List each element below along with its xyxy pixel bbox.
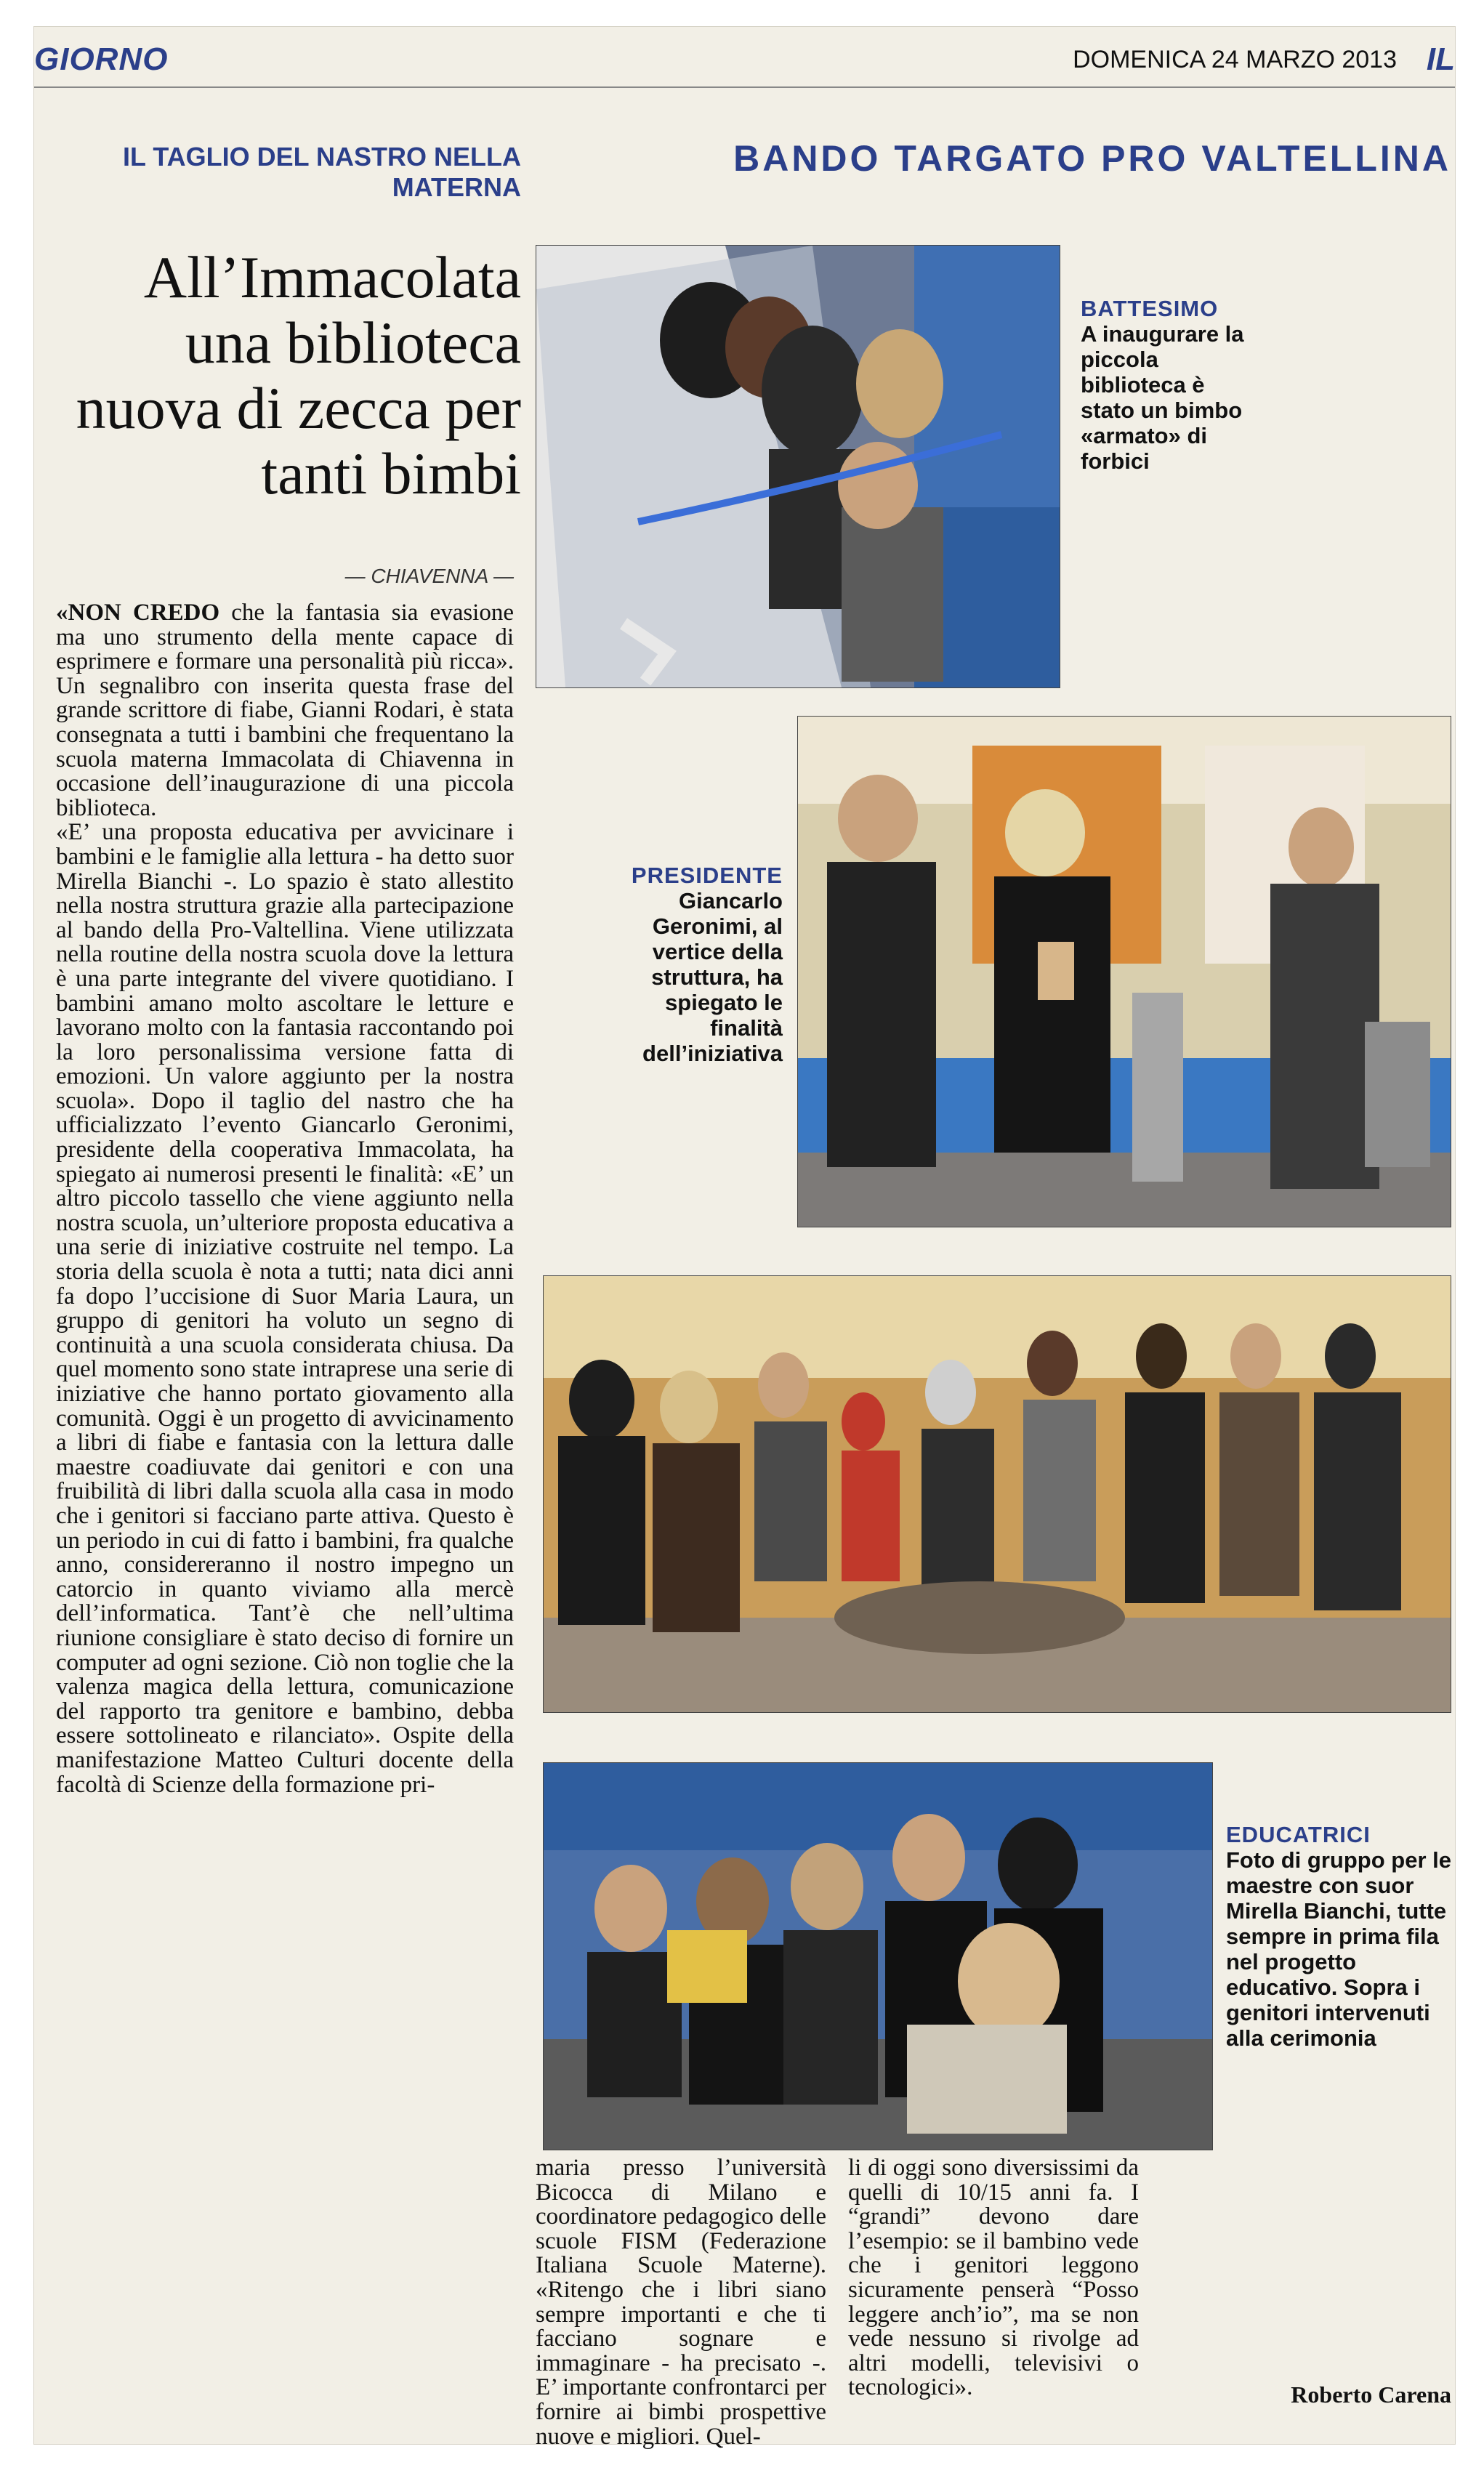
masthead [34,27,1455,88]
article-paragraph-2: «E’ una proposta educativa per avvicinare i bambini e le famiglie alla lettura - ha detto suor Mirella Bianchi -. Lo spazio è stato allestito nella nostra struttura grazie alla partecipazione al bando della Pro-Valtellina. Viene utilizzata nella routine della nostra scuola dove la lettura è una parte integrante del vivere quotidiano. I bambini amano molto ascoltare le letture e lavorano molto con la fantasia raccontando poi la loro personalissima versione fatta di emozioni. Un valore aggiunto per la nostra scuola». Dopo il taglio del nastro che ha ufficializzato l’evento Giancarlo Geronimi, presidente della cooperativa Immacolata, ha spiegato ai numerosi presenti le finalità: «E’ un altro piccolo tassello che viene aggiunto nella nostra scuola, un’ulteriore proposta educativa a una serie di iniziative costruite nel tempo. La storia della scuola è nota a tutti; nata dici anni fa dopo l’uccisione di Suor Maria Laura, un gruppo di genitori ha voluto un segno di continuità a una scuola considerata chiusa. Da quel momento sono state intraprese una serie di iniziative che hanno portato giovamento alla comunità. Oggi è un progetto di avvicinamento a libri di fiabe e fantasia con la lettura dalle maestre coadiuvate dai genitori e con una fruibilità di libri dalla scuola alla casa in modo che i genitori si facciano parte attiva. Questo è un periodo in cui di fatto i bambini, fra qualche anno, considereranno il nostro impegno un catorcio in quanto viviamo alla mercè dell’informatica. Tant’è che nell’ultima riunione consigliare è stato deciso di fornire un computer ad ogni sezione. Ciò non toglie che la valenza magica della lettura, comunicazione del rapporto tra genitore e bambino, debba essere sottolineato e rilanciato». Ospite della manifestazione Matteo Culturi docente della facoltà di Scienze della formazione pri- [56,819,514,1798]
photo-parents-group [543,1275,1451,1713]
article-paragraph-1 [56,601,514,820]
caption-battesimo [1081,296,1444,474]
caption-text: Foto di gruppo per le maestre con suor Mirella Bianchi, tutte sempre in prima fila nel progetto educativo. Sopra i genitori intervenuti alla cerimonia [1226,1847,1451,2051]
newspaper-logo-right: IL [1426,41,1455,77]
ribbon-cutting-image [536,246,1060,687]
article-bottom-column-1 [536,2155,826,2450]
headline: All’Immacolata una biblioteca nuova di zecca per tanti bimbi [76,244,521,507]
caption-text: A inaugurare la piccola biblioteca è stato un bimbo «armato» di forbici [1081,321,1244,474]
caption-title: BATTESIMO [1081,296,1219,321]
caption-presidente [557,863,783,1066]
bottom-paragraph-1: maria presso l’università Bicocca di Milano e coordinatore pedagogico delle scuole FISM (Federazione Italiana Scuole Materne). «Ritengo che i libri siano sempre importanti e che ti facciano sognare e immaginare - ha precisato -. E’ importante confrontarci per fornire ai bimbi prospettive nuove e migliori. Quel- [536,2155,826,2450]
caption-educatrici [1226,1822,1451,2051]
article-bottom-column-2 [848,2156,1139,2432]
bottom-paragraph-2: li di oggi sono diversissimi da quelli di 10/15 anni fa. I “grandi” devono dare l’esempio: se il bambino vede che i genitori leggono sicuramente penserà “Posso leggere anch’io”, ma se non vede nessuno si rivolge ad altri modelli, televisivi o tecnologici». [848,2155,1139,2401]
byline: Roberto Carena [1291,2381,1451,2408]
photo-teachers-group [543,1762,1213,2150]
teachers-group-image [544,1763,1212,2150]
parents-group-image [544,1276,1451,1712]
photo-president [797,716,1451,1227]
kicker-right: BANDO TARGATO PRO VALTELLINA [733,138,1451,179]
newspaper-page [33,26,1456,2450]
photo-ribbon-cutting [536,245,1060,688]
president-image [798,717,1451,1227]
newspaper-logo: GIORNO [34,41,169,77]
dateline: — CHIAVENNA — [344,565,514,587]
caption-title: EDUCATRICI [1226,1822,1371,1847]
kicker-left: IL TAGLIO DEL NASTRO NELLA MATERNA [123,142,521,202]
issue-date: DOMENICA 24 MARZO 2013 [1073,46,1397,73]
caption-text: Giancarlo Geronimi, al vertice della struttura, ha spiegato le finalità dell’iniziativa [642,888,783,1066]
article-bottom-column-3 [1161,2156,1451,2432]
lead-in: «NON CREDO [56,600,220,626]
caption-title: PRESIDENTE [631,863,783,888]
article-body-column [56,601,514,2440]
paragraph-1-text: che la fantasia sia evasione ma uno strumento della mente capace di esprimere e formare una personalità più ricca». Un segnalibro con inserita questa frase del grande scrittore di fiabe, Gianni Rodari, è stata consegnata a tutti i bambini che frequentano la scuola materna Immacolata di Chiavenna in occasione dell’inaugurazione di una piccola biblioteca. [56,600,514,821]
